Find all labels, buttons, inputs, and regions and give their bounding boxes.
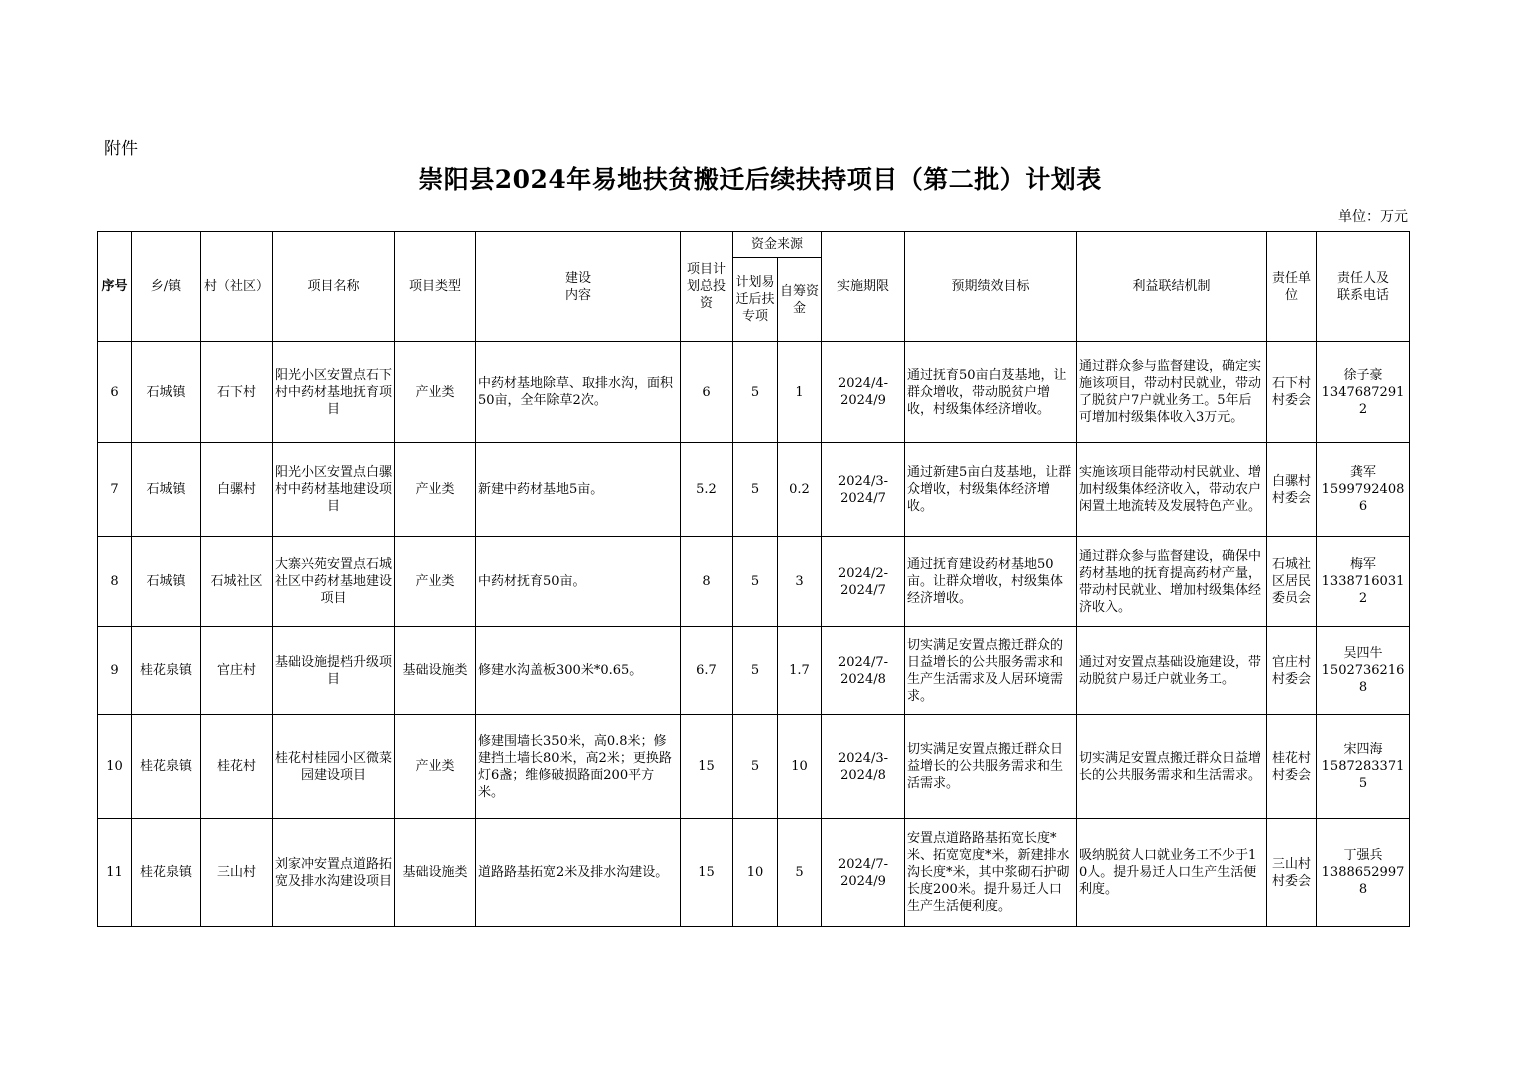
cell-content: 中药材抚育50亩。 bbox=[476, 537, 681, 627]
cell-village: 石城社区 bbox=[201, 537, 273, 627]
cell-content: 修建围墙长350米，高0.8米；修建挡土墙长80米，高2米；更换路灯6盏；维修破损路面200平方米。 bbox=[476, 715, 681, 819]
cell-responsible-unit: 三山村村委会 bbox=[1267, 819, 1317, 927]
cell-seq: 10 bbox=[98, 715, 132, 819]
cell-mechanism: 通过对安置点基础设施建设，带动脱贫户易迁户就业务工。 bbox=[1077, 627, 1267, 715]
cell-town: 石城镇 bbox=[132, 342, 201, 443]
cell-mechanism: 吸纳脱贫人口就业务工不少于10人。提升易迁人口生产生活便利度。 bbox=[1077, 819, 1267, 927]
header-goal: 预期绩效目标 bbox=[905, 232, 1077, 342]
cell-project-name: 桂花村桂园小区微菜园建设项目 bbox=[273, 715, 395, 819]
header-contact: 责任人及 联系电话 bbox=[1317, 232, 1410, 342]
cell-responsible-unit: 官庄村村委会 bbox=[1267, 627, 1317, 715]
contact-person: 徐子豪 bbox=[1343, 367, 1383, 383]
cell-town: 石城镇 bbox=[132, 443, 201, 537]
cell-project-name: 阳光小区安置点白骡村中药材基地建设项目 bbox=[273, 443, 395, 537]
cell-content: 修建水沟盖板300米*0.65。 bbox=[476, 627, 681, 715]
cell-total: 15 bbox=[681, 715, 733, 819]
cell-seq: 9 bbox=[98, 627, 132, 715]
cell-project-type: 基础设施类 bbox=[395, 819, 476, 927]
cell-mechanism: 通过群众参与监督建设，确保中药材基地的抚育提高药材产量，带动村民就业、增加村级集体经济收入。 bbox=[1077, 537, 1267, 627]
cell-village: 桂花村 bbox=[201, 715, 273, 819]
cell-contact bbox=[1317, 342, 1410, 443]
header-town: 乡/镇 bbox=[132, 232, 201, 342]
header-self-fund: 自筹资金 bbox=[778, 258, 822, 342]
cell-mechanism: 实施该项目能带动村民就业、增加村级集体经济收入，带动农户闲置土地流转及发展特色产业。 bbox=[1077, 443, 1267, 537]
cell-goal: 切实满足安置点搬迁群众的日益增长的公共服务需求和生产生活需求及人居环境需求。 bbox=[905, 627, 1077, 715]
cell-plan-fund: 10 bbox=[733, 819, 778, 927]
cell-goal: 通过新建5亩白芨基地，让群众增收，村级集体经济增收。 bbox=[905, 443, 1077, 537]
cell-total: 6.7 bbox=[681, 627, 733, 715]
cell-village: 石下村 bbox=[201, 342, 273, 443]
plan-table bbox=[97, 231, 1410, 927]
cell-plan-fund: 5 bbox=[733, 342, 778, 443]
table-row bbox=[98, 819, 1410, 927]
contact-person: 梅军 bbox=[1350, 557, 1377, 572]
cell-project-name: 阳光小区安置点石下村中药材基地抚育项目 bbox=[273, 342, 395, 443]
cell-plan-fund: 5 bbox=[733, 443, 778, 537]
contact-phone: 15027362168 bbox=[1321, 663, 1405, 695]
cell-project-type: 产业类 bbox=[395, 715, 476, 819]
cell-period: 2024/2- 2024/7 bbox=[822, 537, 905, 627]
cell-total: 5.2 bbox=[681, 443, 733, 537]
cell-period: 2024/3- 2024/8 bbox=[822, 715, 905, 819]
table-row bbox=[98, 342, 1410, 443]
cell-content: 中药材基地除草、取排水沟，面积50亩，全年除草2次。 bbox=[476, 342, 681, 443]
contact-phone: 15872833715 bbox=[1321, 759, 1405, 791]
attachment-label: 附件 bbox=[104, 139, 138, 159]
cell-total: 15 bbox=[681, 819, 733, 927]
cell-self-fund: 1 bbox=[778, 342, 822, 443]
cell-mechanism: 通过群众参与监督建设，确定实施该项目，带动村民就业，带动了脱贫户7户就业务工。5年后可增加村级集体收入3万元。 bbox=[1077, 342, 1267, 443]
cell-responsible-unit: 桂花村村委会 bbox=[1267, 715, 1317, 819]
cell-contact bbox=[1317, 715, 1410, 819]
table-row bbox=[98, 715, 1410, 819]
cell-village: 白骡村 bbox=[201, 443, 273, 537]
cell-total: 8 bbox=[681, 537, 733, 627]
unit-label: 单位：万元 bbox=[1338, 209, 1408, 225]
table-row bbox=[98, 627, 1410, 715]
header-plan-fund: 计划易迁后扶专项 bbox=[733, 258, 778, 342]
contact-phone: 13387160312 bbox=[1321, 574, 1405, 606]
cell-total: 6 bbox=[681, 342, 733, 443]
cell-seq: 8 bbox=[98, 537, 132, 627]
cell-contact bbox=[1317, 627, 1410, 715]
page-title: 崇阳县2024年易地扶贫搬迁后续扶持项目（第二批）计划表 bbox=[418, 165, 1102, 194]
cell-responsible-unit: 石城社区居民委员会 bbox=[1267, 537, 1317, 627]
header-project-type: 项目类型 bbox=[395, 232, 476, 342]
header-village: 村（社区） bbox=[201, 232, 273, 342]
cell-self-fund: 1.7 bbox=[778, 627, 822, 715]
cell-goal: 切实满足安置点搬迁群众日益增长的公共服务需求和生活需求。 bbox=[905, 715, 1077, 819]
contact-person: 宋四海 bbox=[1343, 742, 1383, 757]
cell-period: 2024/7- 2024/9 bbox=[822, 819, 905, 927]
cell-goal: 通过抚育建设药材基地50亩。让群众增收，村级集体经济增收。 bbox=[905, 537, 1077, 627]
cell-project-name: 大寨兴苑安置点石城社区中药材基地建设项目 bbox=[273, 537, 395, 627]
cell-town: 石城镇 bbox=[132, 537, 201, 627]
cell-project-type: 基础设施类 bbox=[395, 627, 476, 715]
table-row bbox=[98, 537, 1410, 627]
cell-project-type: 产业类 bbox=[395, 537, 476, 627]
cell-self-fund: 5 bbox=[778, 819, 822, 927]
contact-person: 吴四牛 bbox=[1343, 646, 1383, 661]
cell-village: 三山村 bbox=[201, 819, 273, 927]
contact-phone: 13886529978 bbox=[1321, 865, 1405, 897]
cell-plan-fund: 5 bbox=[733, 537, 778, 627]
cell-contact bbox=[1317, 537, 1410, 627]
cell-self-fund: 10 bbox=[778, 715, 822, 819]
header-responsible-unit: 责任单位 bbox=[1267, 232, 1317, 342]
cell-village: 官庄村 bbox=[201, 627, 273, 715]
cell-town: 桂花泉镇 bbox=[132, 715, 201, 819]
header-content: 建设 内容 bbox=[476, 232, 681, 342]
cell-period: 2024/4- 2024/9 bbox=[822, 342, 905, 443]
cell-period: 2024/3- 2024/7 bbox=[822, 443, 905, 537]
cell-self-fund: 3 bbox=[778, 537, 822, 627]
cell-self-fund: 0.2 bbox=[778, 443, 822, 537]
cell-period: 2024/7- 2024/8 bbox=[822, 627, 905, 715]
contact-phone: 15997924086 bbox=[1321, 482, 1405, 514]
cell-project-name: 基础设施提档升级项目 bbox=[273, 627, 395, 715]
cell-contact bbox=[1317, 443, 1410, 537]
cell-town: 桂花泉镇 bbox=[132, 627, 201, 715]
cell-goal: 通过抚育50亩白芨基地，让群众增收，带动脱贫户增收，村级集体经济增收。 bbox=[905, 342, 1077, 443]
cell-plan-fund: 5 bbox=[733, 715, 778, 819]
table-body bbox=[98, 342, 1410, 927]
cell-project-type: 产业类 bbox=[395, 443, 476, 537]
contact-person: 丁强兵 bbox=[1343, 848, 1383, 863]
cell-content: 新建中药材基地5亩。 bbox=[476, 443, 681, 537]
contact-person: 龚军 bbox=[1350, 465, 1377, 480]
header-mechanism: 利益联结机制 bbox=[1077, 232, 1267, 342]
cell-seq: 7 bbox=[98, 443, 132, 537]
cell-responsible-unit: 石下村村委会 bbox=[1267, 342, 1317, 443]
header-project-name: 项目名称 bbox=[273, 232, 395, 342]
contact-phone: 13476872912 bbox=[1321, 384, 1405, 417]
header-funding-source: 资金来源 bbox=[733, 232, 822, 258]
cell-seq: 11 bbox=[98, 819, 132, 927]
cell-plan-fund: 5 bbox=[733, 627, 778, 715]
cell-content: 道路路基拓宽2米及排水沟建设。 bbox=[476, 819, 681, 927]
cell-project-type: 产业类 bbox=[395, 342, 476, 443]
header-period: 实施期限 bbox=[822, 232, 905, 342]
cell-seq: 6 bbox=[98, 342, 132, 443]
cell-project-name: 刘家冲安置点道路拓宽及排水沟建设项目 bbox=[273, 819, 395, 927]
cell-contact bbox=[1317, 819, 1410, 927]
cell-responsible-unit: 白骡村村委会 bbox=[1267, 443, 1317, 537]
table-row bbox=[98, 443, 1410, 537]
cell-town: 桂花泉镇 bbox=[132, 819, 201, 927]
cell-mechanism: 切实满足安置点搬迁群众日益增长的公共服务需求和生活需求。 bbox=[1077, 715, 1267, 819]
header-seq: 序号 bbox=[98, 232, 132, 342]
header-total-investment: 项目计划总投资 bbox=[681, 232, 733, 342]
cell-goal: 安置点道路路基拓宽长度*米、拓宽宽度*米，新建排水沟长度*米，其中浆砌石护砌长度200米。提升易迁人口生产生活便利度。 bbox=[905, 819, 1077, 927]
